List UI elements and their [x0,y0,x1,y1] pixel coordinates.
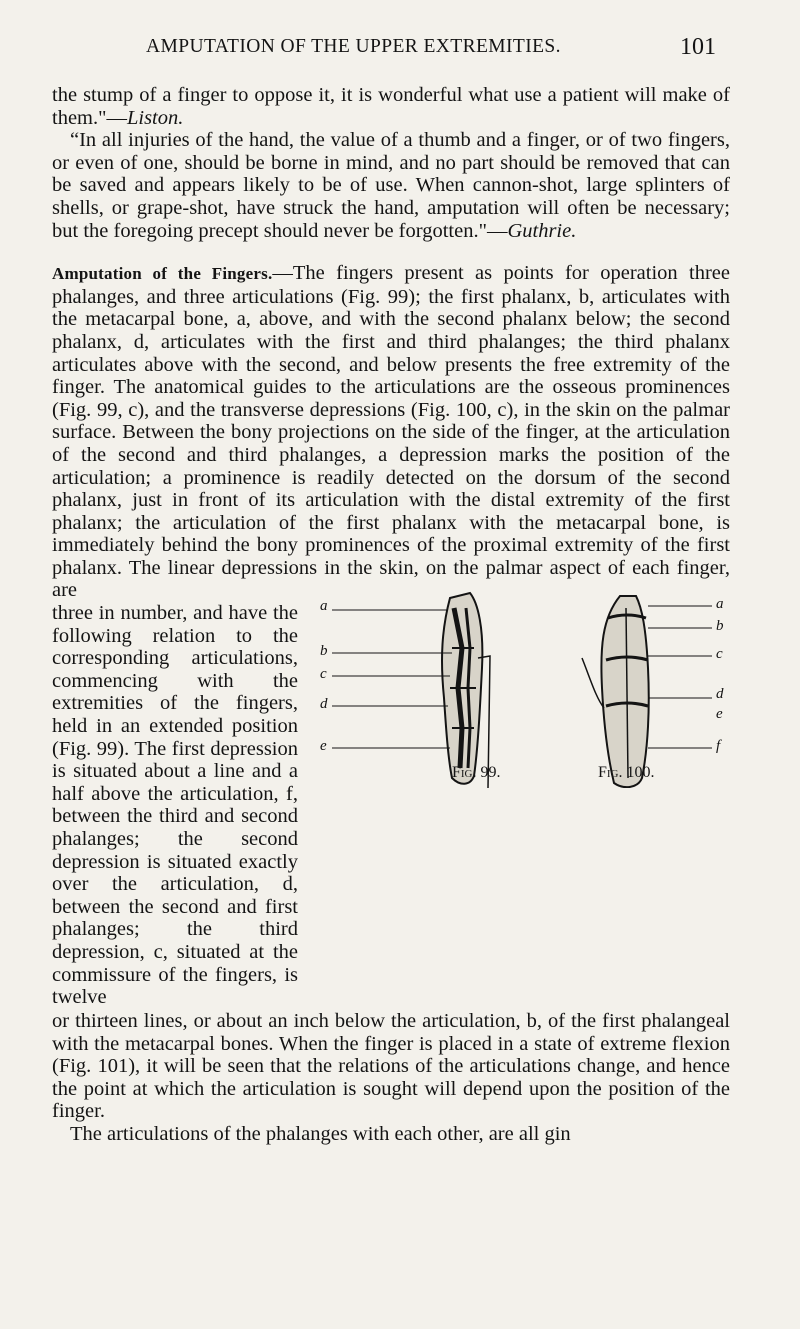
fig99-label-b: b [320,643,328,659]
paragraph-continued: or thirteen lines, or about an inch below the articulation, b, of the first phalangeal with the metacarpal bones. When the finger is placed in a state of extreme flexion (Fig. 101), it will be seen that the relations of the articulations change, and hence the point at which the articulation is sought will depend upon the position of the finger. [52,1010,730,1123]
paragraph-text: “In all injuries of the hand, the value of a thumb and a finger, or of two fingers, or even of one, should be borne in mind, and no part should be removed that can be saved and appears likely to be of use. When cannon-shot, large splinters of shells, or grape-shot, have struck the hand, amputation will often be necessary; but the foregoing precept should never be forgotten."— [52,129,730,242]
fig99-label-e: e [320,738,327,754]
figure-group [302,588,742,788]
fig100-caption: Fig. 100. [598,764,655,781]
paragraph-guthrie-quote [52,129,730,242]
finger-figures-illustration [302,588,742,788]
fig100-leaders [648,606,712,748]
paragraph-wrap-column: three in number, and have the following relation to the corresponding articulations, commencing with the extremities of the fingers, held in an extended position (Fig. 99). The first depression is situated about a line and a half above the articulation, f, between the third and second phalanges; the second depression is situated exactly over the articulation, d, between the second and first phalanges; the third depression, c, situated at the commissure of the fingers, is twelve [52,602,298,1009]
paragraph-text: —The fingers present as points for operation three phalanges, and three articulations (Fig. 99); the first phalanx, b, articulates with the metacarpal bone, a, above, and with the second phalanx below; the second phalanx, d, articulates with the first and third phalanges; the third phalanx articulates above with the second, and below presents the free extremity of the finger. The anatomical guides to the articulations are the osseous prominences (Fig. 99, c), and the transverse depressions (Fig. 100, c), in the skin on the palmar surface. Between the bony projections on the side of the finger, at the articulation of the second and third phalanges, a depression marks the position of the articulation; a prominence is readily detected on the dorsum of the second phalanx, just in front of its articulation with the distal extremity of the first phalanx; the articulation of the first phalanx with the metacarpal bone, is immediately behind the bony prominences of the proximal extremity of the first phalanx. The linear depressions in the skin, on the palmar aspect of each finger, are [52,262,730,602]
fig99-label-a: a [320,598,328,614]
paragraph-liston-quote [52,84,730,129]
fig100-label-c: c [716,646,723,662]
fig100-label-b: b [716,618,724,634]
body-text [52,84,730,1009]
paragraph-articulations: The articulations of the phalanges with each other, are all gin [70,1122,571,1145]
paragraph-amputation-fingers [52,262,730,602]
attribution-liston: Liston. [126,106,184,129]
fig99-label-d: d [320,696,328,712]
fig99-drawing [442,593,490,788]
fig99-label-c: c [320,666,327,682]
attribution-guthrie: Guthrie. [507,219,577,242]
fig99-leaders [332,610,452,748]
fig100-label-a: a [716,596,724,612]
running-head [0,34,800,60]
fig100-label-d: d [716,686,724,702]
fig100-drawing [582,596,649,787]
paragraph-text: the stump of a finger to oppose it, it is wonderful what use a patient will make of them."— [52,84,730,129]
fig100-label-f: f [716,738,721,754]
fig99-caption: Fig. 99. [452,764,501,781]
section-heading: Amputation of the Fingers. [52,264,273,284]
fig100-label-e: e [716,706,723,722]
running-title: AMPUTATION OF THE UPPER EXTREMITIES. [146,36,561,57]
page-number: 101 [680,34,716,60]
body-text-continued [52,1010,730,1146]
